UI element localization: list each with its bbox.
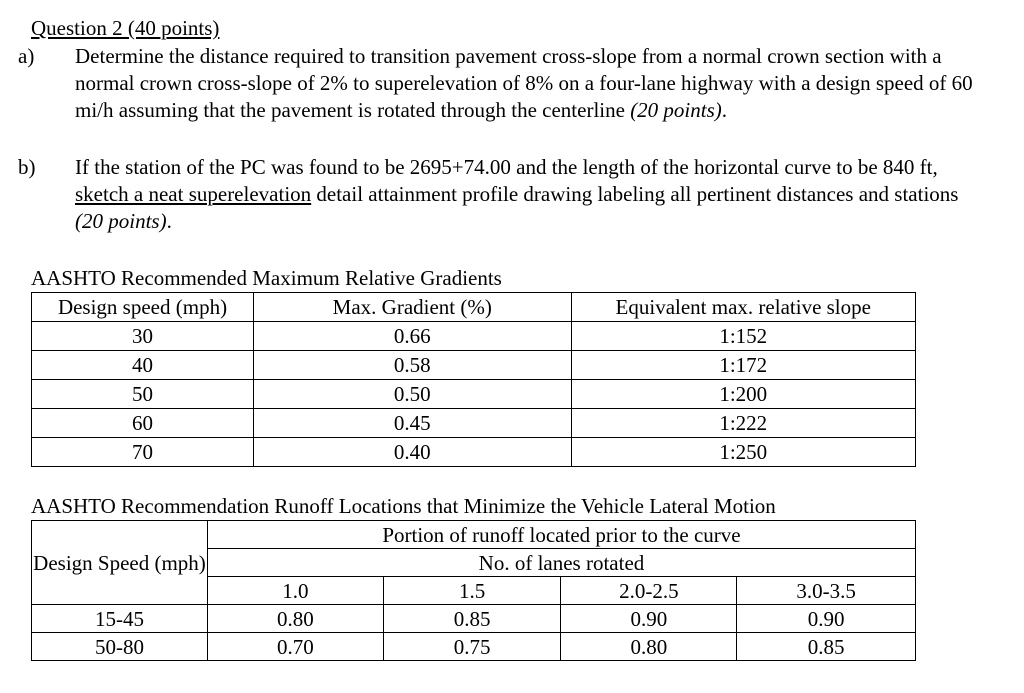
cell: 0.80 [207, 605, 383, 633]
table-row [32, 633, 916, 661]
table2-caption: AASHTO Recommendation Runoff Locations that Minimize the Vehicle Lateral Motion [31, 494, 776, 518]
header-runoff-portion: Portion of runoff located prior to the curve [207, 521, 915, 549]
header-design-speed: Design speed (mph) [32, 293, 254, 322]
table-header-row [32, 293, 916, 322]
part-b-body-start: If the station of the PC was found to be 2695+74.00 and the length of the horizontal curve to be 840 ft, [75, 155, 938, 179]
cell: 0.85 [737, 633, 916, 661]
cell: 0.58 [254, 351, 572, 380]
part-b-body-end: detail attainment profile drawing labeling all pertinent distances and stations [311, 182, 959, 206]
question-title: Question 2 (40 points) [31, 16, 220, 40]
cell: 0.66 [254, 322, 572, 351]
table-row [32, 351, 916, 380]
cell: 1:152 [571, 322, 915, 351]
cell: 0.80 [561, 633, 737, 661]
header-lanes-value: 2.0-2.5 [561, 577, 737, 605]
header-lanes-value: 1.5 [383, 577, 561, 605]
part-a-text [75, 43, 975, 124]
part-a-end: . [721, 98, 728, 122]
table1-caption: AASHTO Recommended Maximum Relative Gradients [31, 266, 502, 290]
cell: 1:200 [571, 380, 915, 409]
cell: 0.45 [254, 409, 572, 438]
cell: 60 [32, 409, 254, 438]
part-a-label: a) [18, 44, 35, 68]
cell: 1:250 [571, 438, 915, 467]
part-a-points: (20 points) [630, 98, 722, 122]
table-row [32, 322, 916, 351]
part-b-end: . [166, 209, 172, 233]
header-design-speed: Design Speed (mph) [32, 521, 208, 605]
part-b-points: (20 points) [75, 209, 167, 233]
cell: 0.50 [254, 380, 572, 409]
header-lanes-value: 1.0 [207, 577, 383, 605]
cell: 30 [32, 322, 254, 351]
header-max-gradient: Max. Gradient (%) [254, 293, 572, 322]
cell: 0.40 [254, 438, 572, 467]
part-b-label: b) [18, 155, 36, 179]
header-relative-slope: Equivalent max. relative slope [571, 293, 915, 322]
part-b-underlined: sketch a neat superelevation [75, 182, 312, 206]
cell: 0.70 [207, 633, 383, 661]
part-b-text [75, 154, 975, 235]
cell: 1:172 [571, 351, 915, 380]
cell: 0.75 [383, 633, 561, 661]
table-row [32, 605, 916, 633]
cell: 1:222 [571, 409, 915, 438]
header-lanes-value: 3.0-3.5 [737, 577, 916, 605]
part-a-body: Determine the distance required to transition pavement cross-slope from a normal crown section with a normal crown cross-slope of 2% to superelevation of 8% on a four-lane highway with a design speed of 60 mi/h assuming that the pavement is rotated through the centerline [75, 44, 973, 122]
table-header-row [32, 521, 916, 549]
cell: 15-45 [32, 605, 208, 633]
cell: 0.90 [561, 605, 737, 633]
runoff-table [31, 520, 916, 661]
cell: 0.90 [737, 605, 916, 633]
cell: 0.85 [383, 605, 561, 633]
gradients-table [31, 292, 916, 467]
table-row [32, 438, 916, 467]
cell: 50-80 [32, 633, 208, 661]
table-row [32, 409, 916, 438]
header-lanes-rotated: No. of lanes rotated [207, 549, 915, 577]
cell: 40 [32, 351, 254, 380]
cell: 70 [32, 438, 254, 467]
cell: 50 [32, 380, 254, 409]
table-row [32, 380, 916, 409]
